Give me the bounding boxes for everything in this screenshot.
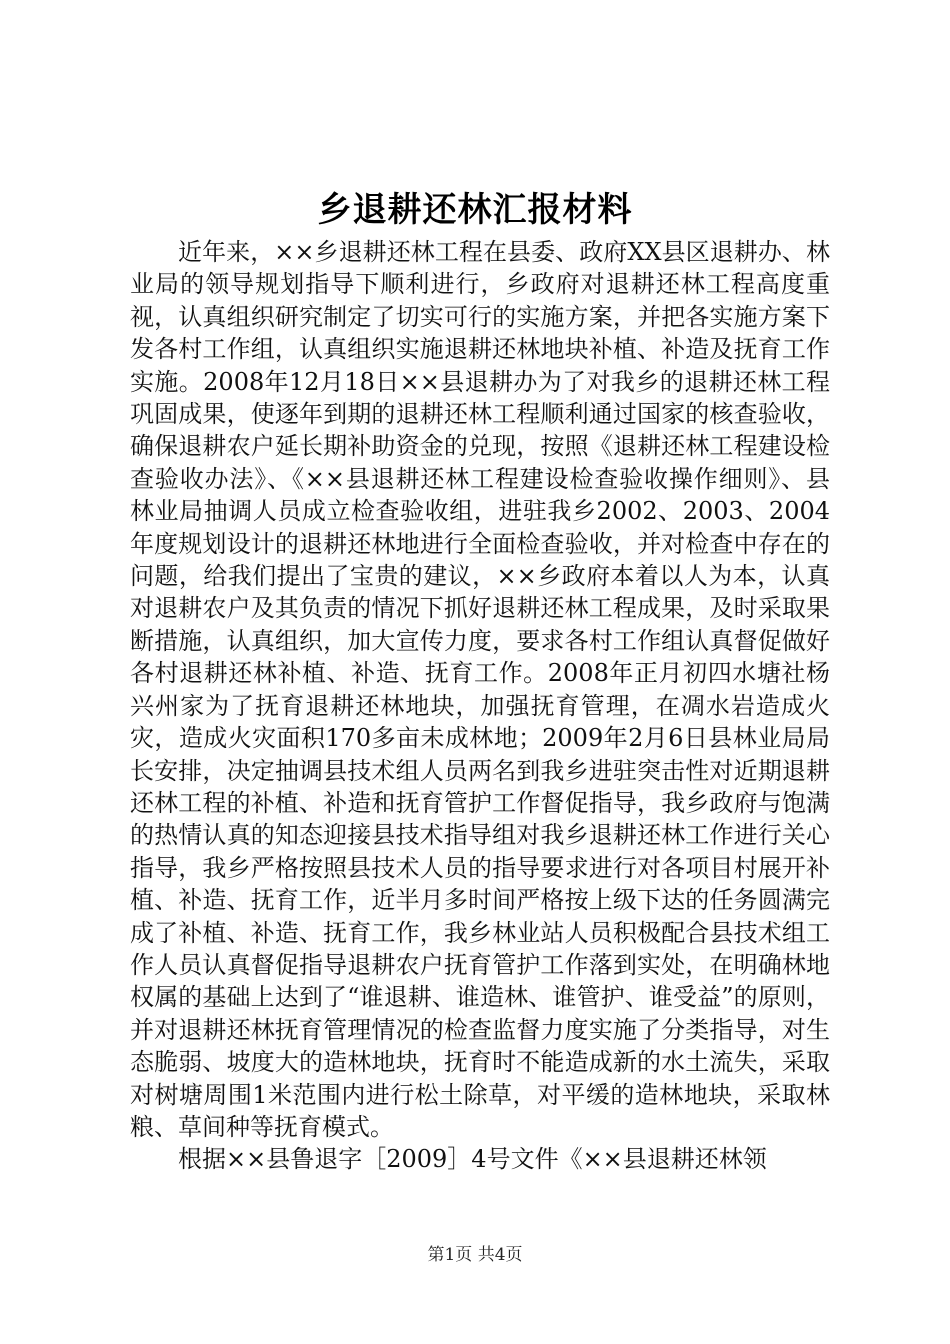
paragraph-1: 近年来，××乡退耕还林工程在县委、政府XX县区退耕办、林业局的领导规划指导下顺利进行，乡政府对退耕还林工程高度重视，认真组织研究制定了切实可行的实施方案，并把各实施方案下发各村工作组，认真组织实施退耕还林地块补植、补造及抚育工作实施。2008年12月18日××县退耕办为了对我乡的退耕还林工程巩固成果，使逐年到期的退耕还林工程顺利通过国家的核查验收，确保退耕农户延长期补助资金的兑现，按照《退耕还林工程建设检查验收办法》、《××县退耕还林工程建设检查验收操作细则》、县林业局抽调人员成立检查验收组，进驻我乡2002、2003、2004年度规划设计的退耕还林地进行全面检查验收，并对检查中存在的问题，给我们提出了宝贵的建议，××乡政府本着以人为本，认真对退耕农户及其负责的情况下抓好退耕还林工程成果，及时采取果断措施，认真组织，加大宣传力度，要求各村工作组认真督促做好各村退耕还林补植、补造、抚育工作。2008年正月初四水塘社杨兴州家为了抚育退耕还林地块，加强抚育管理，在凋水岩造成火灾，造成火灾面积170多亩未成林地；2009年2月6日县林业局局长安排，决定抽调县技术组人员两名到我乡进驻突击性对近期退耕还林工程的补植、补造和抚育管护工作督促指导，我乡政府与饱满的热情认真的知态迎接县技术指导组对我乡退耕还林工作进行关心指导，我乡严格按照县技术人员的指导要求进行对各项目村展开补植、补造、抚育工作，近半月多时间严格按上级下达的任务圆满完成了补植、补造、抚育工作，我乡林业站人员积极配合县技术组工作人员认真督促指导退耕农户抚育管护工作落到实处，在明确林地权属的基础上达到了“谁退耕、谁造林、谁管护、谁受益”的原则，并对退耕还林抚育管理情况的检查监督力度实施了分类指导，对生态脆弱、坡度大的造林地块，抚育时不能造成新的水土流失，采取对树塘周围1米范围内进行松土除草，对平缓的造林地块，采取林粮、草间种等抚育模式。 xyxy=(130,238,830,1141)
document-title: 乡退耕还林汇报材料 xyxy=(317,190,633,230)
document-body xyxy=(130,236,830,1176)
page-number: 第1页 共4页 xyxy=(427,1245,523,1265)
paragraph-2: 根据××县鲁退字［2009］4号文件《××县退耕还林领 xyxy=(178,1145,767,1174)
